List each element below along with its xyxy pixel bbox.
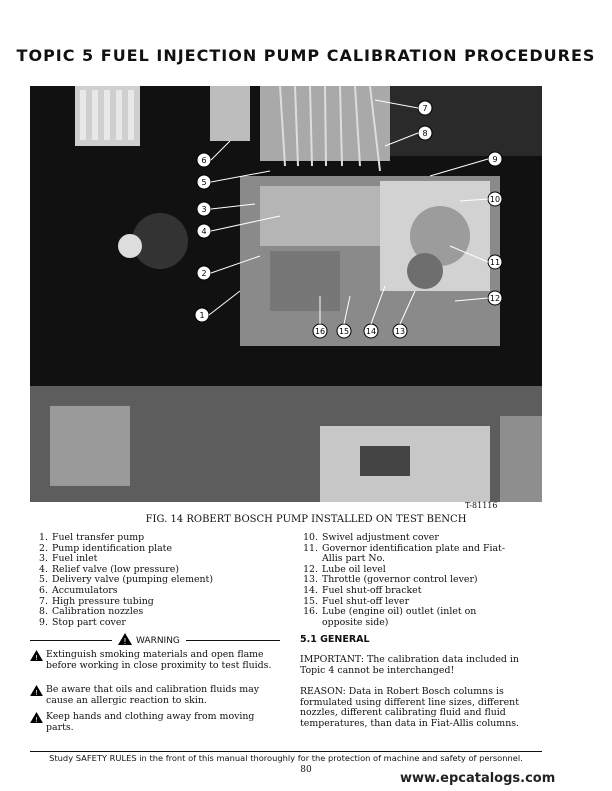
svg-text:1: 1 bbox=[199, 311, 205, 320]
safety-note: Study SAFETY RULES in the front of this manual thoroughly for the protection of machine and safety of personnel. bbox=[49, 753, 523, 763]
callout-6 bbox=[197, 153, 211, 167]
warning-item: ! Extinguish smoking materials and open flame before working in close proximity to test fluids. bbox=[30, 650, 280, 671]
callout-7 bbox=[418, 101, 432, 115]
figure-caption: FIG. 14 ROBERT BOSCH PUMP INSTALLED ON TEST BENCH bbox=[145, 514, 467, 525]
parts-list-left bbox=[30, 533, 290, 628]
page-number: 80 bbox=[300, 765, 312, 775]
section-heading: 5.1 GENERAL bbox=[300, 634, 370, 645]
list-item: 14. Fuel shut-off bracket bbox=[303, 584, 422, 596]
list-item: 6. Accumulators bbox=[39, 584, 118, 596]
callout-15 bbox=[337, 324, 351, 338]
list-item: 16. Lube (engine oil) outlet (inlet on opposite side) bbox=[303, 606, 477, 628]
svg-text:14: 14 bbox=[365, 327, 377, 336]
list-item: 10. Swivel adjustment cover bbox=[303, 532, 439, 543]
list-item: 1. Fuel transfer pump bbox=[39, 532, 145, 543]
callout-8 bbox=[418, 126, 432, 140]
callout-3 bbox=[197, 202, 211, 216]
warning-triangle-icon bbox=[30, 712, 46, 733]
list-item: 3. Fuel inlet bbox=[39, 553, 98, 565]
callout-13 bbox=[393, 324, 407, 338]
list-item: 4. Relief valve (low pressure) bbox=[39, 563, 179, 575]
warning-triangle-icon bbox=[30, 650, 46, 671]
callout-14 bbox=[364, 324, 378, 338]
list-item: 2. Pump identification plate bbox=[39, 542, 172, 554]
svg-text:13: 13 bbox=[394, 327, 406, 336]
svg-text:!: ! bbox=[35, 715, 38, 723]
svg-text:!: ! bbox=[35, 653, 38, 661]
svg-text:10: 10 bbox=[489, 195, 501, 204]
callout-9 bbox=[488, 152, 502, 166]
svg-text:11: 11 bbox=[489, 258, 501, 267]
warning-triangle-icon bbox=[30, 685, 46, 706]
list-item: 5. Delivery valve (pumping element) bbox=[39, 574, 213, 586]
svg-text:2: 2 bbox=[201, 269, 207, 278]
warning-heading: ! WARNING bbox=[112, 633, 186, 648]
svg-text:!: ! bbox=[123, 637, 127, 645]
warning-item: ! Be aware that oils and calibration fluids may cause an allergic reaction to skin. bbox=[30, 685, 280, 706]
pump-photo bbox=[30, 86, 542, 502]
list-item: 8. Calibration nozzles bbox=[39, 606, 144, 618]
callout-11 bbox=[488, 255, 502, 269]
list-item: 12. Lube oil level bbox=[303, 563, 386, 575]
callout-12 bbox=[488, 291, 502, 305]
list-item: 15. Fuel shut-off lever bbox=[303, 595, 410, 607]
page-title: TOPIC 5 FUEL INJECTION PUMP CALIBRATION PROCEDURES bbox=[16, 46, 596, 65]
reason-note: REASON: Data in Robert Bosch columns is formulated using different line sizes, different nozzles, different calibrating fluid and fluid temperatures, than data in Fiat-Allis columns. bbox=[300, 686, 520, 729]
important-note: IMPORTANT: The calibration data included in Topic 4 cannot be interchanged! bbox=[300, 654, 519, 676]
list-item: 7. High pressure tubing bbox=[39, 595, 154, 607]
watermark: www.epcatalogs.com bbox=[400, 771, 556, 786]
callout-16 bbox=[313, 324, 327, 338]
footer-rule bbox=[30, 751, 542, 752]
photo-code: T-81116 bbox=[465, 501, 498, 510]
callout-2 bbox=[197, 266, 211, 280]
warning-triangle-icon bbox=[118, 633, 132, 648]
svg-text:!: ! bbox=[35, 688, 38, 696]
callout-4 bbox=[197, 224, 211, 238]
svg-text:15: 15 bbox=[338, 327, 350, 336]
svg-text:12: 12 bbox=[489, 294, 501, 303]
list-item: 9. Stop part cover bbox=[39, 616, 126, 628]
svg-text:16: 16 bbox=[314, 327, 326, 336]
svg-text:5: 5 bbox=[201, 178, 207, 187]
parts-list-right bbox=[300, 533, 550, 628]
warning-box bbox=[30, 635, 280, 740]
svg-text:8: 8 bbox=[422, 129, 428, 138]
warning-item: ! Keep hands and clothing away from moving parts. bbox=[30, 712, 280, 733]
svg-text:6: 6 bbox=[201, 156, 207, 165]
svg-text:9: 9 bbox=[492, 155, 498, 164]
callout-5 bbox=[197, 175, 211, 189]
list-item: 11. Governor identification plate and Fiat- Allis part No. bbox=[303, 542, 505, 565]
callout-1 bbox=[195, 308, 209, 322]
list-item: 13. Throttle (governor control lever) bbox=[303, 574, 478, 586]
svg-text:3: 3 bbox=[201, 205, 207, 214]
svg-text:4: 4 bbox=[201, 227, 207, 236]
svg-text:7: 7 bbox=[422, 104, 428, 113]
callout-10 bbox=[488, 192, 502, 206]
